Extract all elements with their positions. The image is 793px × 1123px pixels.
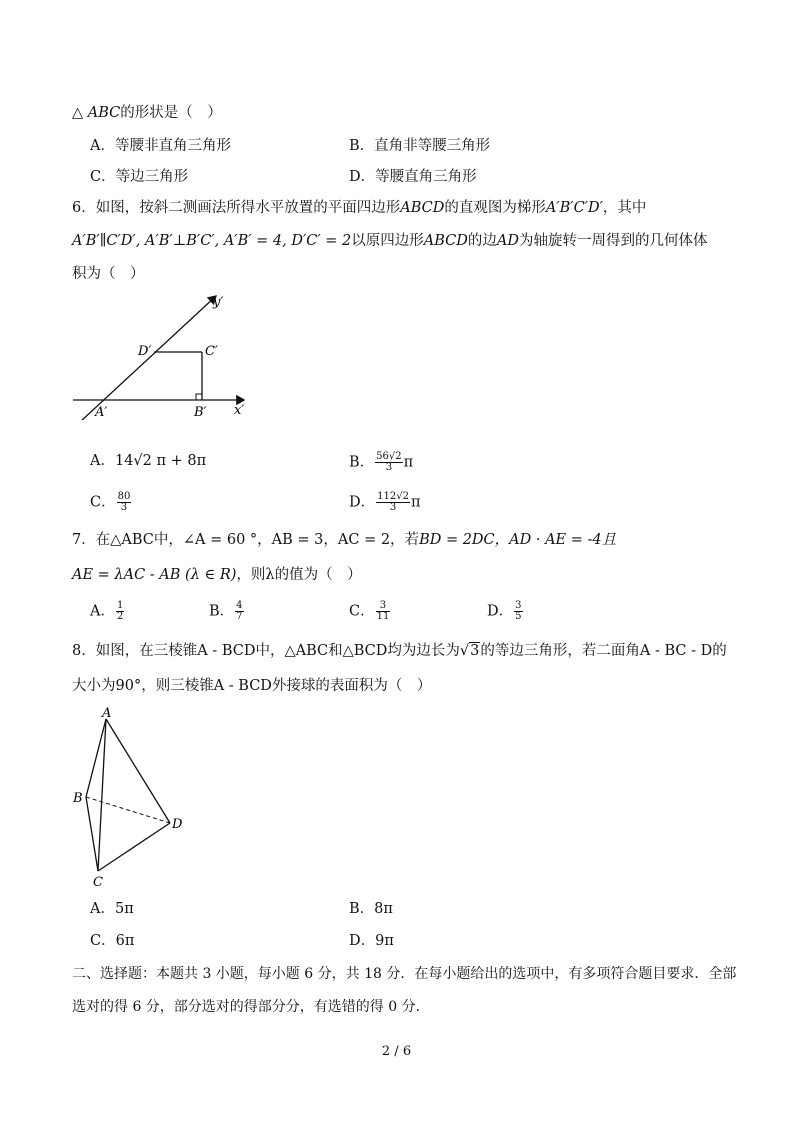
label-c: C′ bbox=[205, 344, 218, 359]
q5-option-c[interactable]: C．等边三角形 bbox=[90, 169, 189, 185]
q6-option-d[interactable]: D． $\frac{112√2}{3}$ π bbox=[349, 491, 421, 513]
label-d: D bbox=[172, 817, 183, 832]
label-a: A bbox=[102, 706, 112, 721]
edge-bc bbox=[86, 797, 98, 871]
q5-stem: △ ABC的形状是（ ） bbox=[72, 105, 222, 121]
q6-figure bbox=[70, 290, 260, 420]
q6-option-c[interactable]: C． $\frac{80}{3}$ bbox=[90, 491, 131, 513]
q6-option-b[interactable]: B． $\frac{56√2}{3}$ π bbox=[349, 451, 414, 473]
section2-heading-line1: 二、选择题：本题共 3 小题，每小题 6 分，共 18 分．在每小题给出的选项中，有多项符合题目要求．全部 bbox=[72, 966, 737, 982]
q8-stem-line1: 8．如图，在三棱锥A - BCD中，△ABC和△BCD均为边长为√3的等边三角形，若二面角A - BC - D的 bbox=[72, 643, 727, 659]
q8-stem-line2: 大小为90°，则三棱锥A - BCD外接球的表面积为（ ） bbox=[72, 678, 432, 694]
q6-stem-line1: 6．如图，按斜二测画法所得水平放置的平面四边形ABCD的直观图为梯形A′B′C′D′，其中 bbox=[72, 200, 647, 216]
q7-stem-line2: AE = λAC - AB (λ ∈ R)，则λ的值为（ ） bbox=[72, 567, 362, 583]
label-b: B′ bbox=[194, 405, 207, 420]
label-a: A′ bbox=[95, 405, 108, 420]
q5-option-b[interactable]: B．直角非等腰三角形 bbox=[349, 138, 491, 154]
q8-option-d[interactable]: D．9π bbox=[349, 933, 394, 949]
q6-stem-line2: A′B′∥C′D′, A′B′⊥B′C′, A′B′ = 4, D′C′ = 2以原四边形ABCD的边AD为轴旋转一周得到的几何体体 bbox=[72, 233, 708, 249]
q7-stem-line1: 7．在△ABC中，∠A = 60 °，AB = 3，AC = 2，若BD = 2DC，AD · AE = -4且 bbox=[72, 532, 617, 548]
right-angle-mark bbox=[196, 394, 202, 400]
q8-figure bbox=[70, 705, 200, 890]
edge-cd bbox=[98, 823, 170, 871]
label-y: y′ bbox=[213, 295, 224, 310]
q5-option-a[interactable]: A．等腰非直角三角形 bbox=[90, 138, 231, 154]
label-b: B bbox=[73, 791, 83, 806]
q7-option-a[interactable]: A． $\frac{1}{2}$ bbox=[90, 600, 124, 622]
label-x: x′ bbox=[234, 403, 245, 418]
label-d: D′ bbox=[138, 344, 152, 359]
q5-option-d[interactable]: D．等腰直角三角形 bbox=[349, 169, 477, 185]
q8-option-a[interactable]: A．5π bbox=[90, 901, 134, 917]
page-number: 2 / 6 bbox=[381, 1044, 412, 1059]
edge-ac bbox=[98, 719, 106, 871]
q6-option-a[interactable]: A．14√2 π + 8π bbox=[90, 453, 207, 469]
q6-stem-line3: 积为（ ） bbox=[72, 266, 145, 282]
q7-option-c[interactable]: C． $\frac{3}{11}$ bbox=[349, 600, 390, 622]
q7-option-b[interactable]: B． $\frac{4}{7}$ bbox=[209, 600, 243, 622]
q8-option-b[interactable]: B．8π bbox=[349, 901, 393, 917]
q7-option-d[interactable]: D． $\frac{3}{5}$ bbox=[487, 600, 522, 622]
section2-heading-line2: 选对的得 6 分，部分选对的得部分分，有选错的得 0 分． bbox=[72, 999, 430, 1015]
edge-ad bbox=[106, 719, 170, 823]
edge-bd-hidden bbox=[86, 797, 170, 823]
label-c: C bbox=[93, 875, 103, 890]
q8-option-c[interactable]: C．6π bbox=[90, 933, 135, 949]
